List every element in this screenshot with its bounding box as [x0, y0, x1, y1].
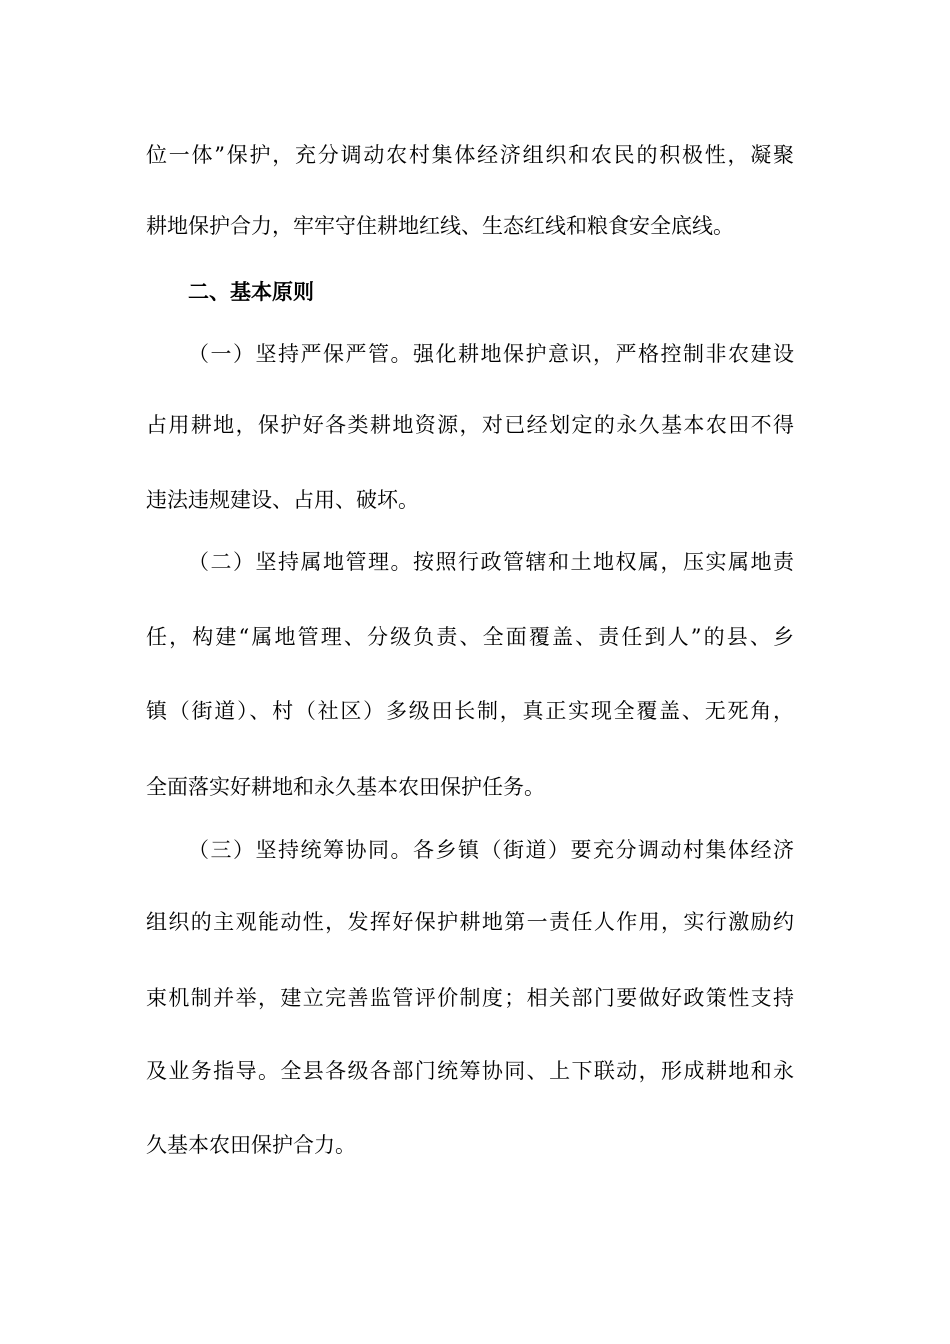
section-heading-basic-principles: 二、基本原则 [188, 280, 314, 304]
principle-2-line-2: 任，构建“属地管理、分级负责、全面覆盖、责任到人”的县、乡 [146, 625, 794, 649]
principle-1-line-3: 违法违规建设、占用、破坏。 [146, 488, 419, 512]
paragraph-line-2: 耕地保护合力，牢牢守住耕地红线、生态红线和粮食安全底线。 [146, 214, 734, 238]
principle-2-line-3: 镇（街道）、村（社区）多级田长制，真正实现全覆盖、无死角， [146, 699, 794, 723]
principle-3-line-4: 及业务指导。全县各级各部门统筹协同、上下联动，形成耕地和永 [146, 1059, 794, 1083]
principle-3-line-5: 久基本农田保护合力。 [146, 1133, 356, 1157]
principle-3-line-1: （三）坚持统筹协同。各乡镇（街道）要充分调动村集体经济 [188, 838, 794, 862]
principle-1-line-2: 占用耕地，保护好各类耕地资源，对已经划定的永久基本农田不得 [146, 413, 794, 437]
principle-2-line-1: （二）坚持属地管理。按照行政管辖和土地权属，压实属地责 [188, 550, 794, 574]
principle-3-line-3: 束机制并举，建立完善监管评价制度；相关部门要做好政策性支持 [146, 986, 794, 1010]
paragraph-line-1: 位一体”保护，充分调动农村集体经济组织和农民的积极性，凝聚 [146, 143, 794, 167]
principle-1-line-1: （一）坚持严保严管。强化耕地保护意识，严格控制非农建设 [188, 342, 794, 366]
principle-2-line-4: 全面落实好耕地和永久基本农田保护任务。 [146, 775, 545, 799]
principle-3-line-2: 组织的主观能动性，发挥好保护耕地第一责任人作用，实行激励约 [146, 910, 794, 934]
